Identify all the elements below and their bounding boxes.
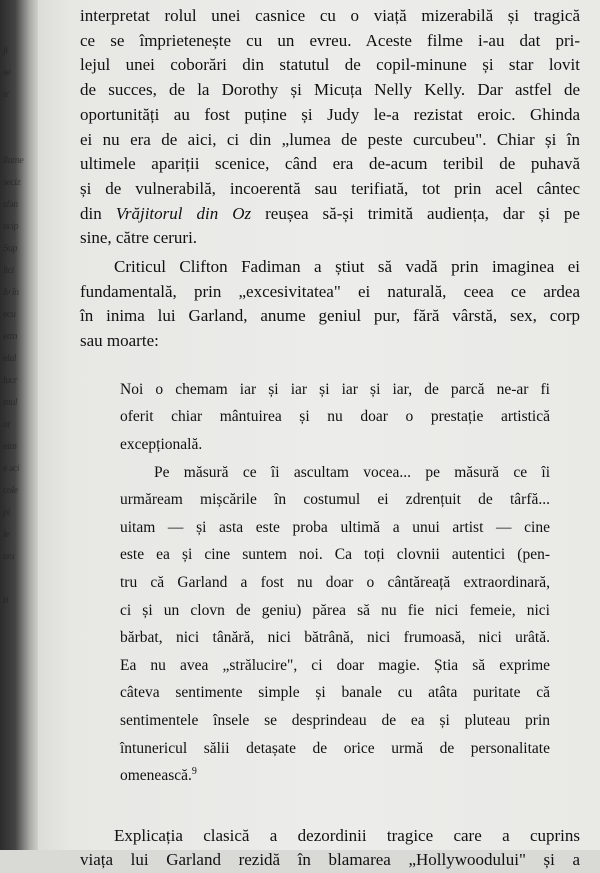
- adjacent-page-fragment: seciz: [2, 177, 22, 188]
- film-title-italic: Vrăjitorul din Oz: [115, 203, 252, 223]
- quote-line: Noi o chemam iar și iar și iar și iar, de parcă ne-ar fi: [120, 380, 550, 398]
- text-fragment: din: [80, 203, 116, 223]
- paragraph-2: [80, 255, 580, 354]
- adjacent-page-fragment: n': [2, 89, 10, 100]
- text-line: oportunități au fost puține și Judy le-a rezistat eroic. Ghinda: [80, 104, 580, 124]
- adjacent-page-fragment: pi: [2, 507, 11, 518]
- adjacent-page-fragment: se: [2, 67, 12, 78]
- adjacent-page-fragment: ecu: [2, 309, 17, 320]
- paragraph-1: [80, 4, 580, 251]
- quote-line: câteva sentimente simple și banale cu atâta puritate că: [120, 684, 550, 702]
- page-body: [80, 4, 580, 873]
- text-line: ultimele apariții scenice, când era de-acum teribil de puhavă: [80, 154, 580, 174]
- quote-line: Pe măsură ce îi ascultam vocea... pe măsură ce îi: [154, 463, 550, 481]
- adjacent-page-fragment: eim: [2, 441, 18, 452]
- adjacent-page-fragment: [1, 18, 36, 40]
- text-line: de succes, de la Dorothy și Micuța Nelly Kelly. Dar astfel de: [80, 80, 580, 100]
- quote-paragraph-1: [120, 376, 550, 459]
- adjacent-page-fragment: fe în: [2, 287, 20, 298]
- quote-line: bărbat, nici tânără, nici bătrână, nici frumoasă, nici urâtă.: [120, 629, 550, 647]
- adjacent-page-fragment: ncip: [2, 221, 20, 232]
- quote-line: uitam — și asta este proba ultimă a unui artist — cine: [120, 518, 550, 536]
- quote-line: ci și un clovn de geniu) părea să nu fie nici femeie, nici: [120, 601, 550, 619]
- text-line: lejul unei coborări din statutul de copil-minune și star lovit: [80, 55, 580, 75]
- paragraph-3: [80, 824, 580, 873]
- adjacent-page-fragment: Sup: [2, 243, 18, 254]
- text-line: ei nu era de aici, ci din „lumea de peste curcubeu". Chiar și în: [80, 129, 580, 149]
- adjacent-page-fragment: ut: [2, 419, 11, 430]
- adjacent-page-fragment: lucr: [2, 375, 18, 386]
- adjacent-page-fragment: cole: [2, 485, 19, 496]
- adjacent-page-fragment: ura: [2, 551, 16, 562]
- block-quote: [120, 376, 550, 790]
- adjacent-page-fragment: [1, 106, 36, 128]
- quote-final-text: omenească.: [120, 767, 192, 785]
- adjacent-page-fragment: sfan: [2, 199, 19, 210]
- adjacent-page-fragment: e aci: [2, 463, 20, 474]
- quote-line: este ea și cine suntem noi. Ca toți clovnii autentici (pen-: [120, 546, 550, 564]
- adjacent-page-fragment: ilume: [2, 155, 25, 166]
- quote-paragraph-2: [120, 459, 550, 790]
- quote-line: întunericul sălii detașate de orice urmă de personalitate: [120, 739, 550, 757]
- adjacent-page-fragment: [1, 128, 36, 150]
- adjacent-page-fragment: ri: [2, 595, 9, 606]
- quote-line: excepțională.: [120, 436, 203, 454]
- text-line: interpretat rolul unei casnice cu o viață mizerabilă și tragică: [80, 6, 580, 25]
- text-line: sine, către ceruri.: [80, 228, 198, 248]
- quote-line: [120, 762, 550, 790]
- text-line: viața lui Garland rezidă în blamarea „Hollywoodului" și a: [80, 850, 580, 870]
- text-line: în inima lui Garland, anume geniul pur, fără vârstă, sex, corp: [80, 306, 580, 326]
- adjacent-page-fragment: lici: [2, 265, 15, 276]
- text-line: ce se împrietenește cu un evreu. Aceste filme i-au dat pri-: [80, 30, 580, 50]
- quote-line: urmăream mișcările în costumul ei zdrențuit de târfă...: [120, 491, 550, 509]
- quote-line: tru că Garland a fost nu doar o cântăreață extraordinară,: [120, 574, 550, 591]
- text-line: și de vulnerabilă, incoerentă sau terifiată, tot prin acel cântec: [80, 178, 580, 198]
- text-line: Explicația clasică a dezordinii tragice care a cuprins: [114, 825, 580, 845]
- text-fragment: reușea să-și trimită audiența, dar și pe: [251, 203, 580, 223]
- adjacent-page-fragment: elul: [2, 353, 17, 364]
- text-line: sau moarte:: [80, 331, 159, 351]
- adjacent-page-edge: [0, 0, 38, 850]
- text-line: Criticul Clifton Fadiman a știut să vadă prin imaginea ei: [114, 257, 580, 277]
- adjacent-page-text-fragments: [3, 18, 35, 612]
- quote-line: sentimentele însele se desprindeau de ea și pluteau prin: [120, 711, 550, 729]
- text-line: [80, 202, 580, 227]
- adjacent-page-fragment: [1, 568, 36, 590]
- footnote-marker: 9: [191, 766, 197, 777]
- quote-line: Ea nu avea „strălucire", ci doar magie. Știa să exprime: [120, 656, 550, 674]
- adjacent-page-fragment: mul: [2, 397, 18, 408]
- adjacent-page-fragment: erm: [2, 331, 18, 342]
- quote-line: oferit chiar mântuirea și nu doar o prestație artistică: [120, 408, 550, 426]
- adjacent-page-fragment: ji: [2, 45, 9, 56]
- adjacent-page-fragment: le: [2, 529, 11, 540]
- text-line: fundamentală, prin „excesivitatea" ei naturală, ceea ce ardea: [80, 281, 580, 301]
